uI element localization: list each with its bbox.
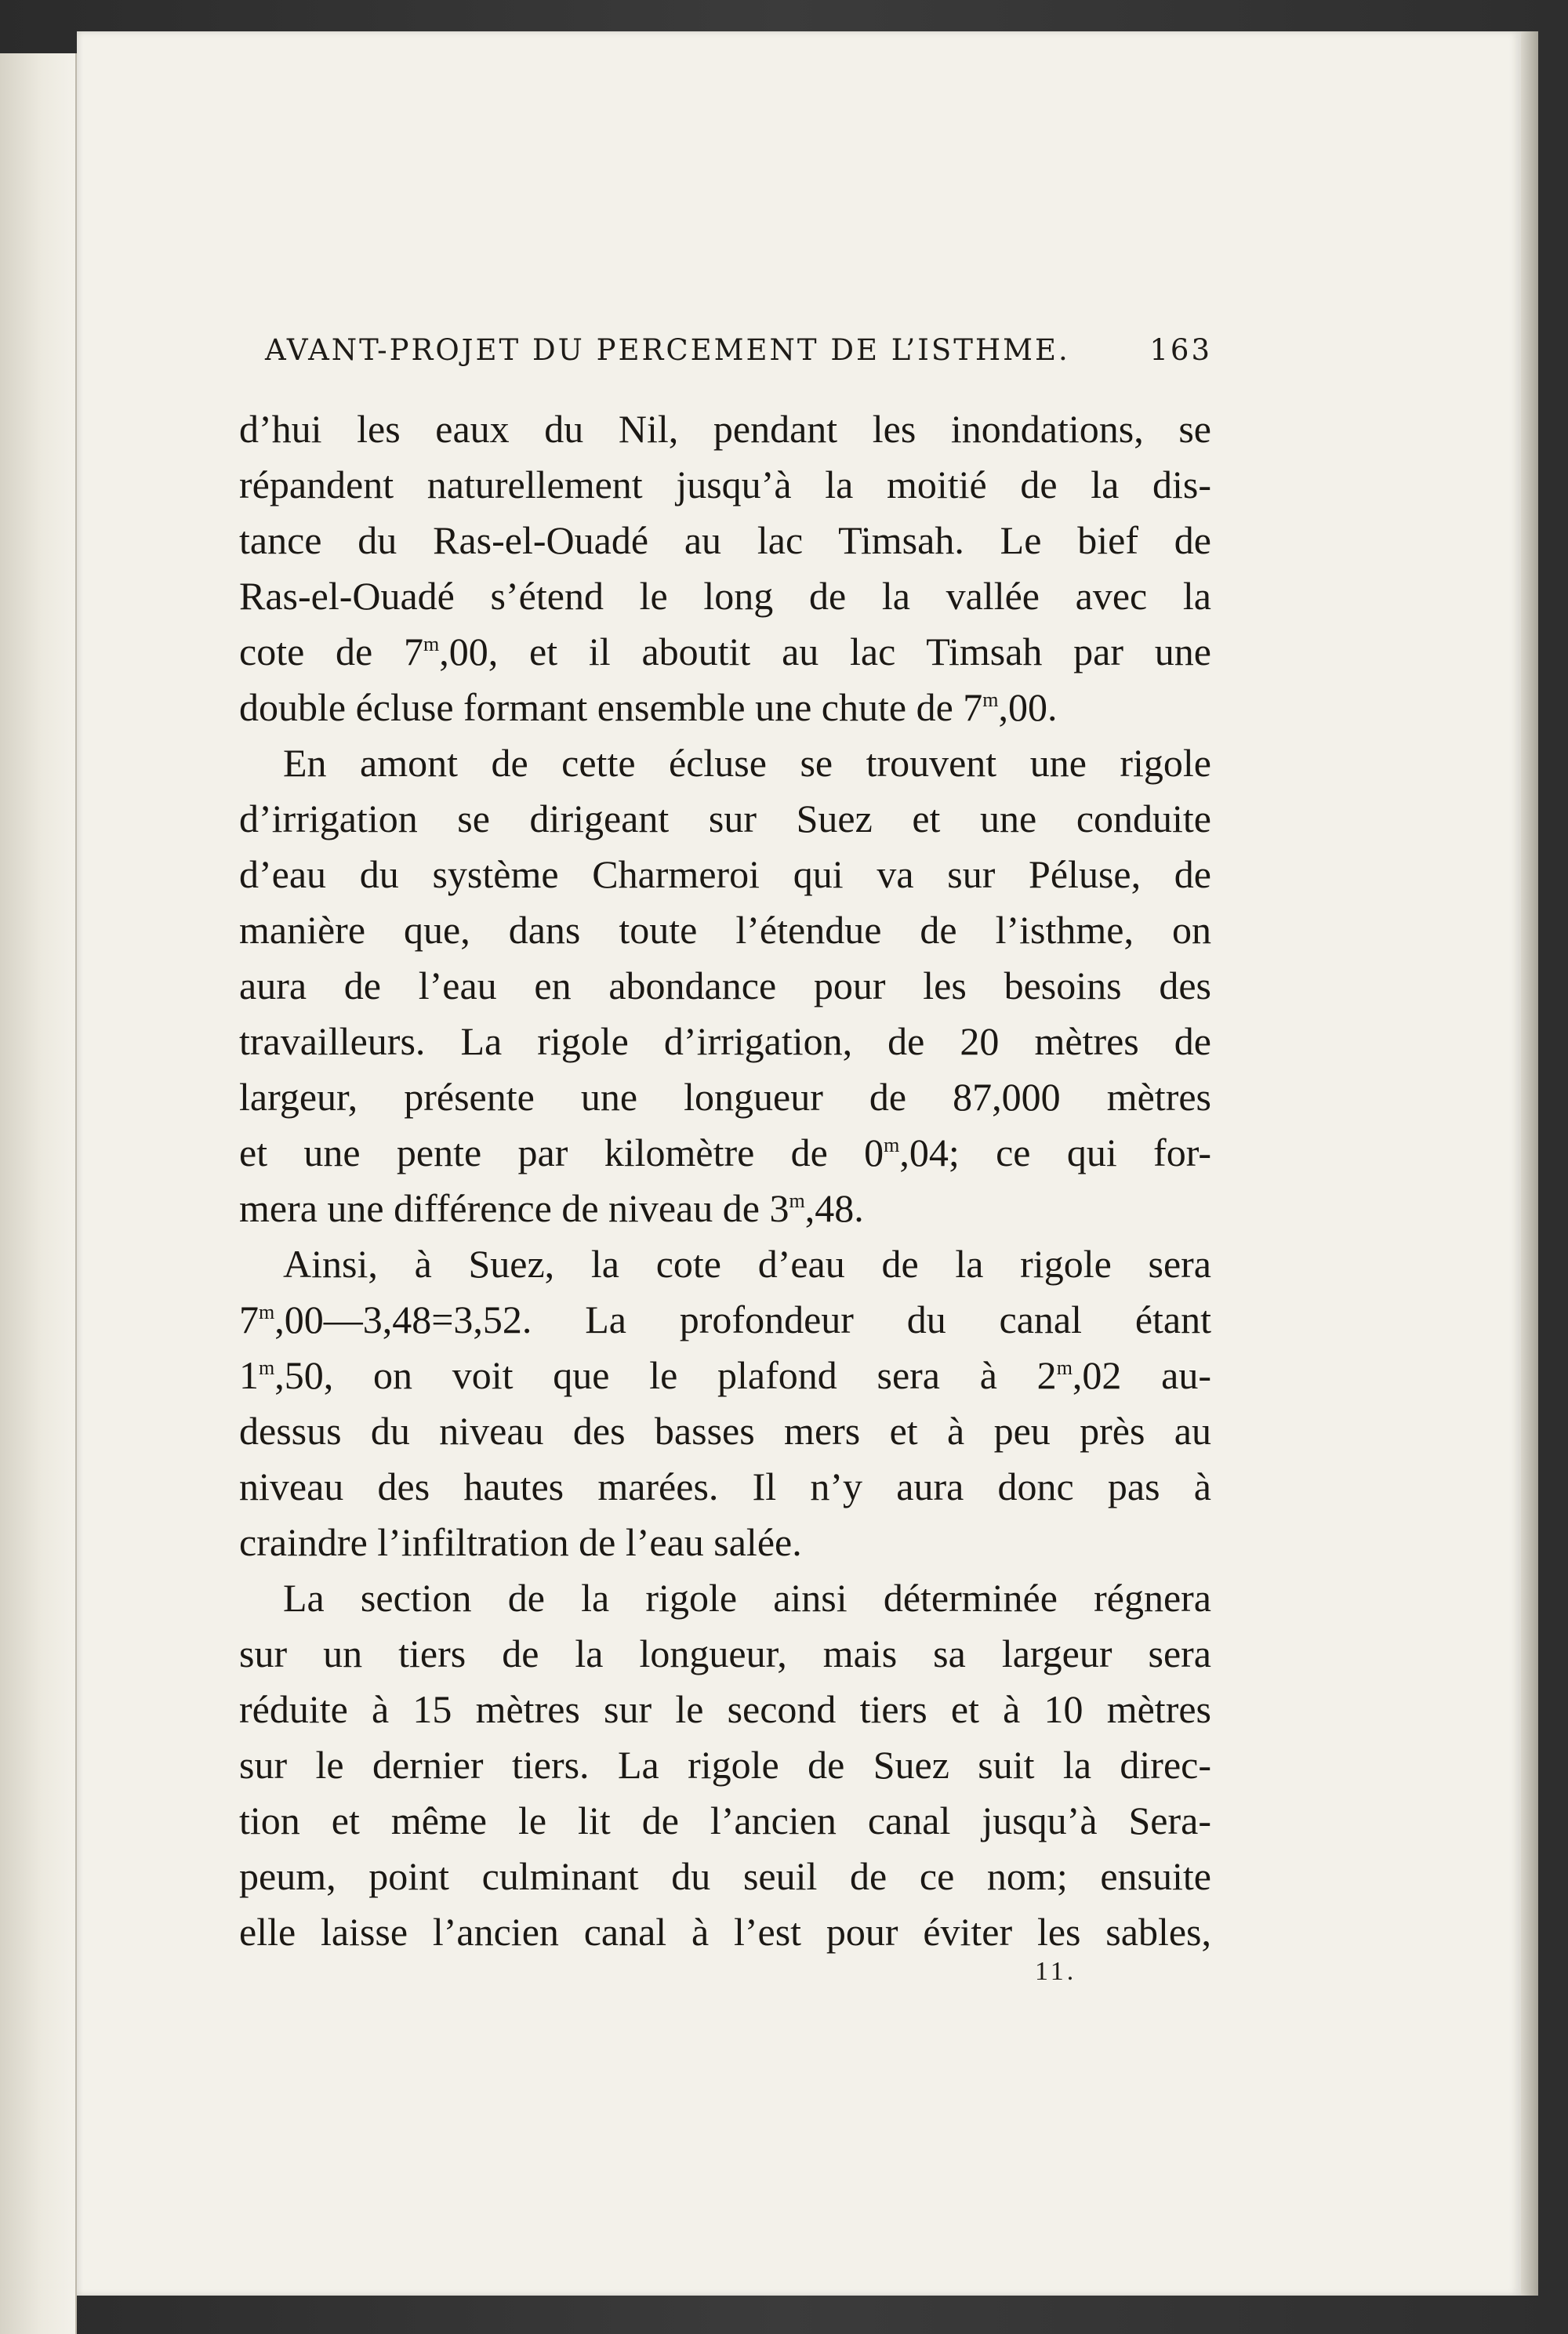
running-header [265, 333, 1212, 367]
text-line: 1$^m$,50, on voit que le plafond sera à 2$^m$,02 au- [239, 1353, 1212, 1397]
facing-page-edge [0, 53, 77, 2334]
text-line: dessus du niveau des basses mers et à peu près au [239, 1409, 1211, 1453]
unit-superscript: m [423, 633, 440, 655]
text-line: d’eau du système Charmeroi qui va sur Péluse, de [239, 852, 1211, 896]
unit-superscript: m [789, 1189, 805, 1212]
text-line: répandent naturellement jusqu’à la moitié de la dis- [239, 463, 1211, 506]
text-line: réduite à 15 mètres sur le second tiers et à 10 mètres [239, 1687, 1211, 1731]
unit-superscript: m [259, 1301, 275, 1323]
unit-superscript: m [1056, 1356, 1073, 1379]
text-line: double écluse formant ensemble une chute de 7$^m$,00. [239, 685, 1058, 729]
unit-superscript: m [884, 1134, 900, 1156]
text-line: largeur, présente une longueur de 87,000 mètres [239, 1075, 1211, 1119]
text-line: aura de l’eau en abondance pour les besoins des [239, 964, 1211, 1007]
text-line: craindre l’infiltration de l’eau salée. [239, 1520, 802, 1564]
text-line: tance du Ras-el-Ouadé au lac Timsah. Le bief de [239, 518, 1211, 562]
text-line: La section de la rigole ainsi déterminée régnera [283, 1576, 1211, 1620]
text-line: sur le dernier tiers. La rigole de Suez suit la direc- [239, 1743, 1211, 1787]
text-line: cote de 7$^m$,00, et il aboutit au lac Timsah par une [239, 630, 1211, 673]
text-line: Ras-el-Ouadé s’étend le long de la vallée avec la [239, 574, 1211, 618]
text-line: et une pente par kilomètre de 0$^m$,04; ce qui for- [239, 1131, 1211, 1174]
text-line: niveau des hautes marées. Il n’y aura donc pas à [239, 1465, 1211, 1508]
unit-superscript: m [259, 1356, 275, 1379]
signature-mark: 11. [1035, 1957, 1077, 1986]
running-title: AVANT-PROJET DU PERCEMENT DE L’ISTHME. [265, 333, 1070, 367]
page-fore-edge [1521, 31, 1538, 2296]
text-line: manière que, dans toute l’étendue de l’isthme, on [239, 908, 1211, 952]
unit-superscript: m [982, 688, 999, 711]
text-line: d’irrigation se dirigeant sur Suez et une conduite [239, 797, 1211, 840]
body-text [239, 401, 1211, 1960]
text-line: peum, point culminant du seuil de ce nom; ensuite [239, 1854, 1211, 1898]
text-line: tion et même le lit de l’ancien canal jusqu’à Sera- [239, 1799, 1211, 1842]
text-line: elle laisse l’ancien canal à l’est pour éviter les sables, [239, 1910, 1211, 1954]
text-line: d’hui les eaux du Nil, pendant les inondations, se [239, 407, 1211, 451]
text-line: En amont de cette écluse se trouvent une rigole [283, 741, 1211, 785]
text-line: mera une différence de niveau de 3$^m$,48. [239, 1186, 864, 1230]
page-number: 163 [1149, 333, 1212, 367]
text-line: travailleurs. La rigole d’irrigation, de 20 mètres de [239, 1019, 1211, 1063]
text-line: Ainsi, à Suez, la cote d’eau de la rigole sera [283, 1242, 1211, 1286]
text-line: $7^m,00—3,48=3,52$. La profondeur du canal étant [239, 1298, 1211, 1341]
text-line: sur un tiers de la longueur, mais sa largeur sera [239, 1632, 1211, 1675]
